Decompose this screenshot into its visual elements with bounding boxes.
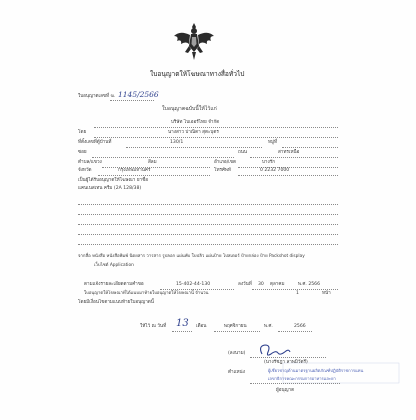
by-label: โดย — [78, 130, 87, 135]
signer-name: (นางรัชฎา ลาพมิวัตรี) — [264, 360, 308, 365]
company-name: บริษัท ไบเออร์ไทย จำกัด — [171, 120, 220, 125]
given-month-label: เดือน — [196, 324, 207, 329]
position-line-1: ผู้เชี่ยวชาญด้านมาตรฐานผลิตภัณฑ์ปฏิบัติราชการแทน — [268, 368, 364, 373]
request-year: พ.ศ. 2566 — [298, 282, 321, 287]
phone-value: 0 2232 7000 — [260, 168, 290, 173]
dotted-line — [278, 331, 312, 332]
district-label: อำเภอ/เขต — [214, 160, 236, 165]
position-line-2: เลขาธิการคณะกรรมการอาหารและยา — [268, 376, 336, 381]
request-label: ตามแจ้งรายละเอียดตามคำขอ — [84, 282, 144, 287]
dotted-line — [126, 147, 262, 148]
subdistrict-value: สีลม — [148, 160, 157, 165]
media-detail: จากสื่อ หนังสือ หนังสือพิมพ์ นิตยสาร วารสาร รูปลอก แผ่นพับ ใบปลิว แผ่นป้าย โปสเตอร์ ป้ายกล่อง ป้าย Packshot display — [78, 254, 305, 259]
dotted-line — [282, 147, 338, 148]
product-name: แคนเนสเทน ครีม (2A 128/38) — [78, 186, 142, 191]
dotted-line — [92, 157, 234, 158]
dotted-line — [110, 100, 154, 101]
dotted-line — [94, 127, 338, 128]
road-value: สาทรเหนือ — [278, 150, 300, 155]
given-year: 2566 — [294, 324, 306, 329]
permit-text: เป็นผู้ได้รับอนุญาตให้โฆษณา ยาชื่อ — [78, 178, 148, 183]
dotted-line — [172, 331, 192, 332]
document-subtitle: ใบอนุญาตฉบับนี้ให้ไว้แก่ — [162, 106, 217, 112]
dotted-line — [250, 357, 326, 358]
document-title: ใบอนุญาตให้โฆษณาทางสื่อทั่วไป — [150, 70, 245, 78]
dotted-line — [250, 383, 340, 384]
phone-label: โทรศัพท์ — [214, 168, 231, 173]
condition-text: โดยมีเงื่อนไขตามแนบท้ายใบอนุญาตนี้ — [78, 300, 154, 305]
by-value: นางสาว ปาณิดา สุตะบุตร — [168, 130, 219, 135]
request-date-label: ลงวันที่ — [238, 282, 252, 287]
attachment-unit: หน้า — [322, 291, 331, 296]
dotted-line — [78, 214, 338, 215]
dotted-line — [94, 137, 338, 138]
garuda-emblem-icon — [172, 22, 216, 62]
attachment-text: ใบอนุญาตให้โฆษณาที่ได้แนบมาท้ายใบอนุญาตให้โฆษณานี้ จำนวน — [84, 291, 209, 296]
request-number: 15-402-44-130 — [176, 282, 211, 287]
given-date-label: ให้ไว้ ณ วันที่ — [140, 324, 167, 329]
request-day: 30 — [258, 282, 264, 287]
dotted-line — [250, 157, 338, 158]
media-detail-2: เว็บไซต์ Application — [94, 263, 134, 268]
dotted-line — [78, 244, 338, 245]
dotted-line — [252, 289, 338, 290]
dotted-line — [160, 289, 234, 290]
address-label: ที่ตั้งเลขที่ตู้บ้านที่ — [78, 140, 112, 145]
attachment-count: 1 — [296, 291, 299, 296]
address-number: 130/1 — [170, 140, 184, 145]
dotted-line — [78, 204, 338, 205]
given-day: 13 — [176, 318, 189, 329]
position-label: ตำแหน่ง — [228, 370, 245, 375]
province-label: จังหวัด — [78, 168, 92, 173]
district-value: บางรัก — [262, 160, 275, 165]
license-number-label: ใบอนุญาตเลขที่ ฆ. — [78, 94, 116, 99]
soi-label: ซอย — [78, 150, 87, 155]
request-month: ตุลาคม — [270, 282, 285, 287]
dotted-line — [98, 175, 210, 176]
dotted-line — [214, 331, 260, 332]
dotted-line — [78, 234, 338, 235]
dotted-line — [78, 224, 338, 225]
given-year-label: พ.ศ. — [264, 324, 273, 329]
grantor-label: ผู้อนุญาต — [276, 388, 295, 393]
license-number-value: 1145/2566 — [118, 90, 159, 99]
subdistrict-label: ตำบล/แขวง — [78, 160, 102, 165]
given-month: พฤศจิกายน — [224, 324, 247, 329]
road-label: ถนน — [238, 150, 248, 155]
dotted-line — [238, 175, 338, 176]
province-value: กรุงเทพมหานคร — [118, 168, 151, 173]
sign-label: (ลงนาม) — [228, 351, 246, 356]
moo-label: หมู่ที่ — [268, 140, 278, 145]
